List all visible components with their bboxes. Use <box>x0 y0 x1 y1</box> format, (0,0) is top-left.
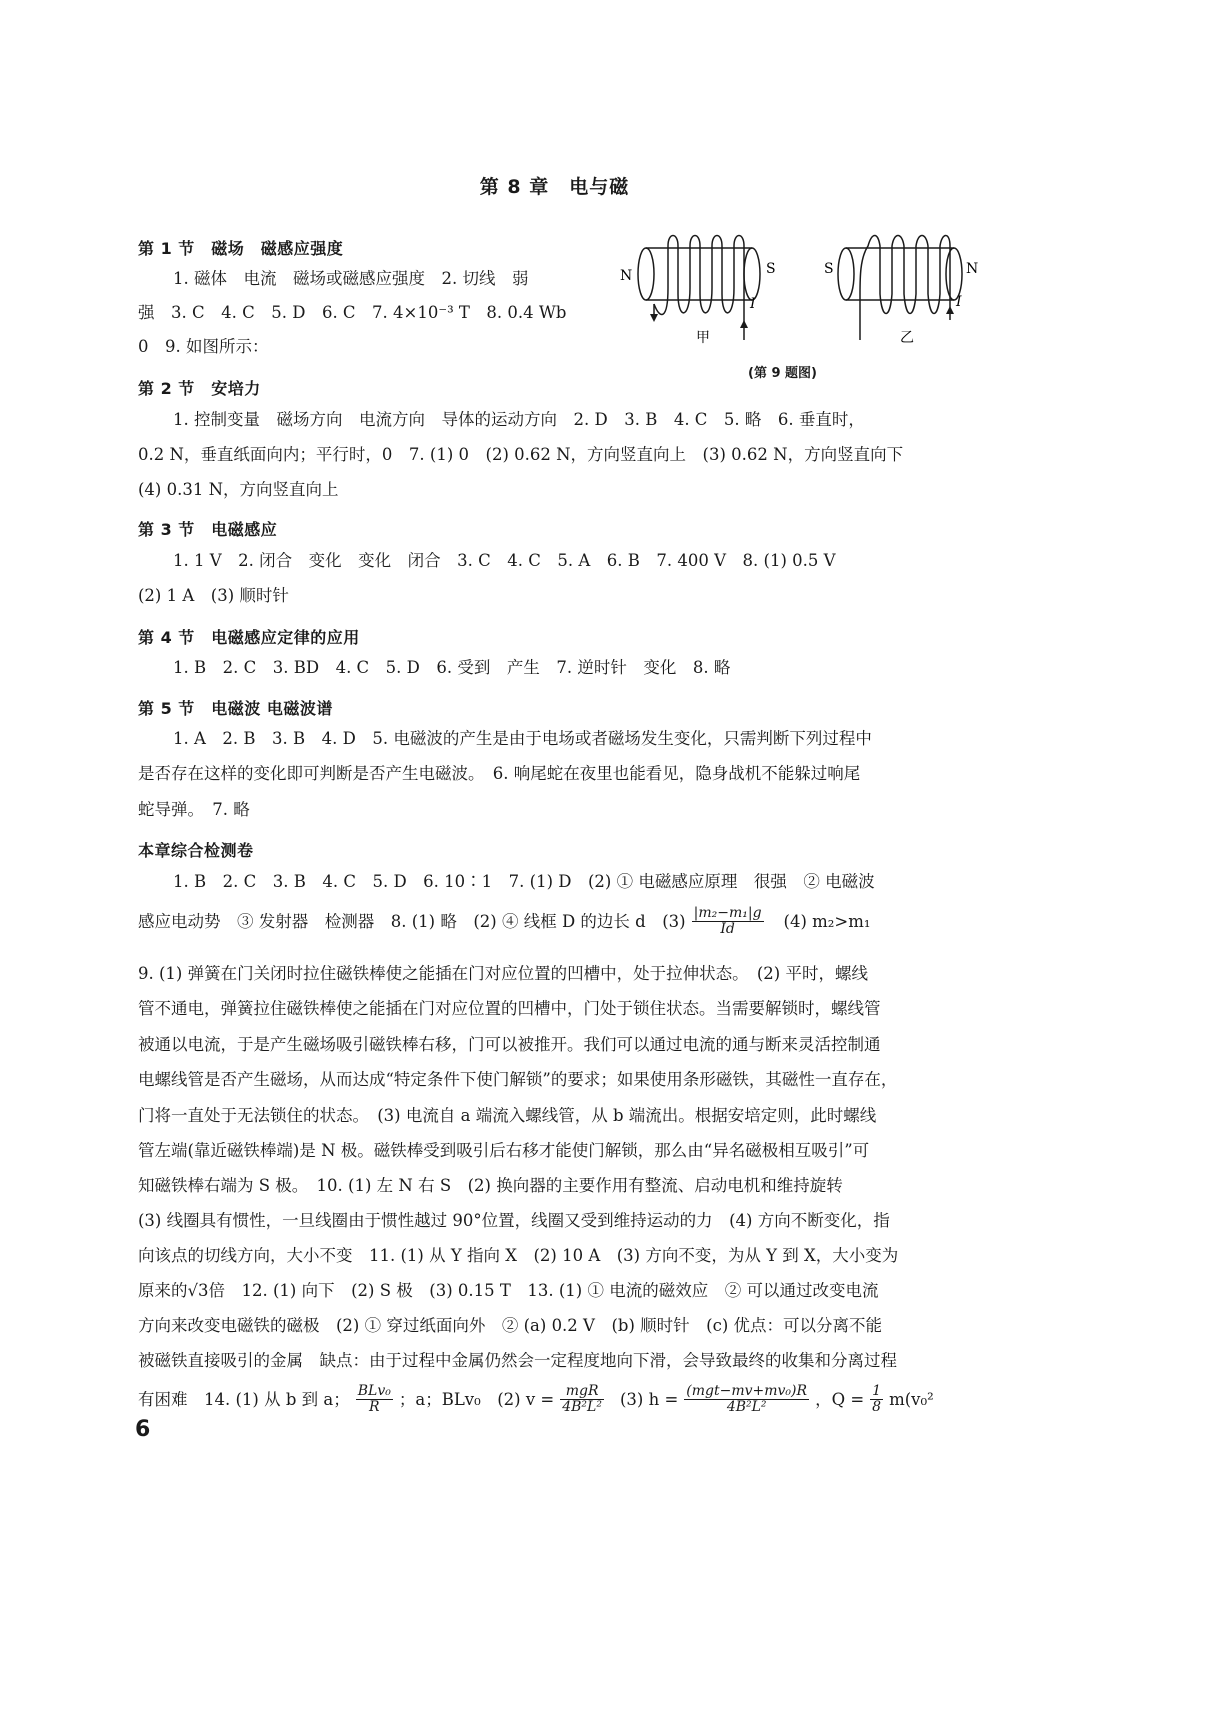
p9-line-10: 原来的√3倍 12. (1) 向下 (2) S 极 (3) 0.15 T 13. (1) ① 电流的磁效应 ② 可以通过改变电流 <box>138 1281 879 1300</box>
chapter-title: 第 8 章 电与磁 <box>479 176 630 198</box>
p9-line-8: (3) 线圈具有惯性，一旦线圈由于惯性越过 90°位置，线圈又受到维持运动的力 (4) 方向不断变化，指 <box>138 1211 890 1230</box>
section-title-3: 第 3 节 电磁感应 <box>138 520 278 539</box>
p9-line-5: 门将一直处于无法锁住的状态。 (3) 电流自 a 端流入螺线管，从 b 端流出。根据安培定则，此时螺线 <box>138 1106 877 1125</box>
fraction-numerator: BLv₀ <box>357 1383 391 1399</box>
current-arrow-left-in <box>740 320 748 328</box>
s1-line-1: 1. 磁体 电流 磁场或磁感应强度 2. 切线 弱 <box>173 269 529 288</box>
fraction-denominator: 8 <box>872 1399 882 1416</box>
fraction-numerator: (mgt−mv+mv₀)R <box>686 1383 808 1399</box>
s6-line-2 <box>138 906 871 938</box>
s3-line-1: 1. 1 V 2. 闭合 变化 变化 闭合 3. C 4. C 5. A 6. B 7. 400 V 8. (1) 0.5 V <box>173 551 836 570</box>
figure-caption: (第 9 题图) <box>748 366 817 381</box>
s4-line-1: 1. B 2. C 3. BD 4. C 5. D 6. 受到 产生 7. 逆时针 变化 8. 略 <box>173 658 731 677</box>
p9-line-13-text-b: ；a；BLv₀ (2) v = <box>398 1389 555 1409</box>
solenoid-right <box>838 236 962 341</box>
fraction-denominator: 4B²L² <box>726 1399 767 1416</box>
label-left-i: I <box>750 296 756 312</box>
solenoid-left <box>638 236 760 341</box>
s2-line-3: (4) 0.31 N，方向竖直向上 <box>138 480 339 499</box>
section-title-5: 第 5 节 电磁波 电磁波谱 <box>138 699 333 718</box>
label-yi: 乙 <box>900 330 914 346</box>
fraction-numerator: |m₂−m₁|g <box>693 905 762 921</box>
current-arrow-right-in <box>946 306 954 314</box>
p9-line-6: 管左端(靠近磁铁棒端)是 N 极。磁铁棒受到吸引后右移才能使门解锁，那么由“异名磁极相互吸引”可 <box>138 1141 870 1160</box>
s6-line-2-text-b: (4) m₂>m₁ <box>783 911 871 931</box>
fraction-height <box>684 1384 809 1416</box>
section-title-4: 第 4 节 电磁感应定律的应用 <box>138 628 360 647</box>
label-right-s: S <box>824 261 834 277</box>
s3-line-2: (2) 1 A (3) 顺时针 <box>138 586 289 605</box>
s2-line-1: 1. 控制变量 磁场方向 电流方向 导体的运动方向 2. D 3. B 4. C 5. 略 6. 垂直时， <box>173 410 865 429</box>
p9-line-13-text-e: m(v₀² <box>889 1389 934 1409</box>
section-title-2: 第 2 节 安培力 <box>138 379 261 398</box>
fraction-mass-diff <box>692 906 764 938</box>
s5-line-2: 是否存在这样的变化即可判断是否产生电磁波。 6. 响尾蛇在夜里也能看见，隐身战机不能躲过响尾 <box>138 764 861 783</box>
p9-line-4: 电螺线管是否产生磁场，从而达成“特定条件下使门解锁”的要求；如果使用条形磁铁，其磁性一直存在， <box>138 1070 898 1089</box>
fraction-mgr <box>560 1384 604 1416</box>
p9-line-3: 被通以电流，于是产生磁场吸引磁铁棒右移，门可以被推开。我们可以通过电流的通与断来灵活控制通 <box>138 1035 881 1054</box>
s1-line-3: 0 9. 如图所示： <box>138 337 269 356</box>
fraction-blv-r <box>356 1384 393 1416</box>
p9-line-13-text-c: (3) h = <box>619 1389 679 1409</box>
p9-line-13-text-d: ，Q = <box>815 1389 865 1409</box>
p9-line-7: 知磁铁棒右端为 S 极。 10. (1) 左 N 右 S (2) 换向器的主要作用有整流、启动电机和维持旋转 <box>138 1176 843 1195</box>
s5-line-1: 1. A 2. B 3. B 4. D 5. 电磁波的产生是由于电场或者磁场发生变化，只需判断下列过程中 <box>173 729 872 748</box>
s5-line-3: 蛇导弹。 7. 略 <box>138 800 250 819</box>
s2-line-2: 0.2 N，垂直纸面向内；平行时，0 7. (1) 0 (2) 0.62 N，方向竖直向上 (3) 0.62 N，方向竖直向下 <box>138 445 904 464</box>
fraction-numerator: 1 <box>872 1383 882 1399</box>
label-right-n: N <box>966 261 979 277</box>
p9-line-1: 9. (1) 弹簧在门关闭时拉住磁铁棒使之能插在门对应位置的凹槽中，处于拉伸状态。 (2) 平时，螺线 <box>138 964 868 983</box>
fraction-denominator: 4B²L² <box>562 1399 602 1416</box>
label-jia: 甲 <box>696 330 710 346</box>
label-left-n: N <box>620 268 633 284</box>
p9-line-2: 管不通电，弹簧拉住磁铁棒使之能插在门对应位置的凹槽中，门处于锁住状态。当需要解锁时，螺线管 <box>138 999 881 1018</box>
fraction-denominator: R <box>369 1399 380 1416</box>
section-title-6: 本章综合检测卷 <box>138 841 254 860</box>
p9-line-13-text-a: 有困难 14. (1) 从 b 到 a； <box>138 1389 350 1409</box>
label-right-i: I <box>956 294 962 310</box>
current-arrow-left-out <box>650 314 658 322</box>
p9-line-11: 方向来改变电磁铁的磁极 (2) ① 穿过纸面向外 ② (a) 0.2 V (b) 顺时针 (c) 优点：可以分离不能 <box>138 1316 883 1335</box>
s1-line-2: 强 3. C 4. C 5. D 6. C 7. 4×10⁻³ T 8. 0.4 Wb <box>138 303 567 322</box>
page-number: 6 <box>135 1417 151 1442</box>
s6-line-1: 1. B 2. C 3. B 4. C 5. D 6. 10∶1 7. (1) D (2) ① 电磁感应原理 很强 ② 电磁波 <box>173 872 875 891</box>
fraction-numerator: mgR <box>560 1384 604 1400</box>
p9-line-13 <box>138 1384 934 1416</box>
s6-line-2-text-a: 感应电动势 ③ 发射器 检测器 8. (1) 略 (2) ④ 线框 D 的边长 d (3) <box>138 911 686 931</box>
fraction-one-eighth <box>870 1384 883 1416</box>
p9-line-12: 被磁铁直接吸引的金属 缺点：由于过程中金属仍然会一定程度地向下滑，会导致最终的收集和分离过程 <box>138 1351 897 1370</box>
label-left-s: S <box>766 261 776 277</box>
p9-line-9: 向该点的切线方向，大小不变 11. (1) 从 Y 指向 X (2) 10 A (3) 方向不变，为从 Y 到 X，大小变为 <box>138 1246 899 1265</box>
section-title-1: 第 1 节 磁场 磁感应强度 <box>138 239 344 258</box>
fraction-denominator: Id <box>720 921 735 938</box>
